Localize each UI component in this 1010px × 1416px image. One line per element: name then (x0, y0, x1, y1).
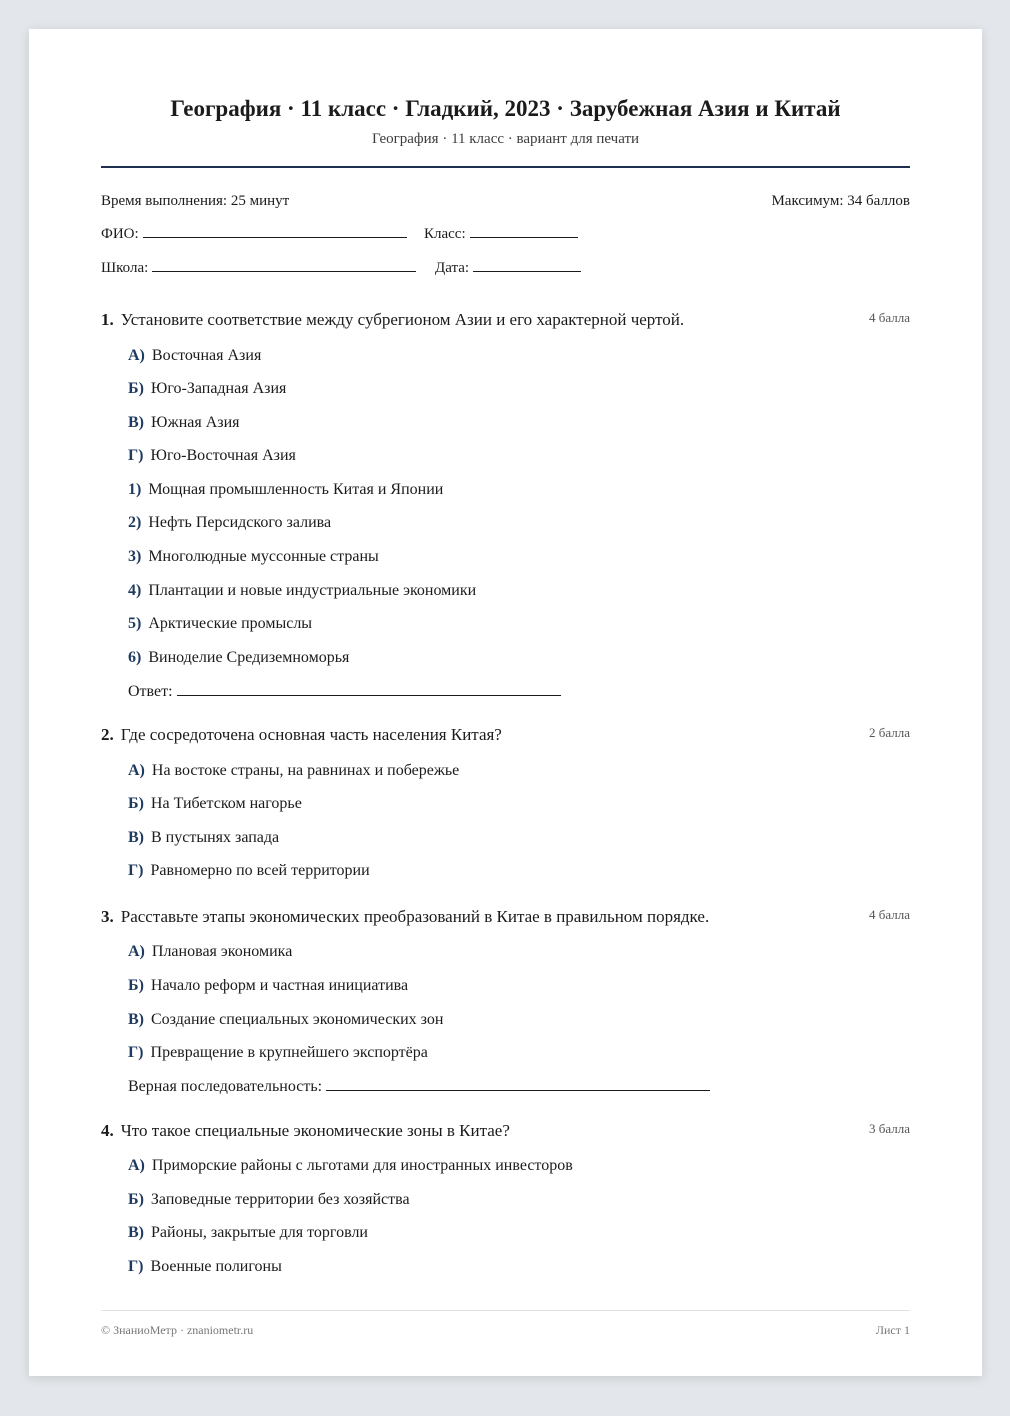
option-text: На востоке страны, на равнинах и побережье (151, 762, 460, 779)
option-letter: Г) (128, 862, 144, 879)
option-text: Плантации и новые индустриальные экономики (148, 582, 477, 599)
option-item (128, 648, 349, 668)
option-letter: 4) (128, 582, 142, 599)
question-3-points: 4 балла (869, 907, 910, 922)
school-label: Школа: (101, 260, 149, 276)
option-letter: В) (128, 1011, 144, 1028)
date-blank[interactable] (473, 270, 581, 272)
fio-field (101, 225, 407, 243)
option-text: На Тибетском нагорье (150, 795, 302, 812)
question-2-points: 2 балла (869, 725, 910, 740)
option-letter: А) (128, 1157, 145, 1174)
option-text: Нефть Персидского залива (148, 514, 332, 531)
option-text: Районы, закрытые для торговли (151, 1224, 368, 1241)
option-letter: Б) (128, 380, 144, 397)
option-text: Многолюдные муссонные страны (148, 548, 379, 565)
class-field (424, 225, 578, 243)
option-item (128, 1156, 573, 1176)
option-item (128, 346, 261, 366)
option-item (128, 1257, 282, 1277)
option-text: Приморские районы с льготами для иностранных инвесторов (151, 1157, 573, 1174)
option-item (128, 1190, 410, 1210)
question-text: Расставьте этапы экономических преобразований в Китае в правильном порядке. (120, 907, 710, 926)
question-text: Где сосредоточена основная часть населения Китая? (120, 725, 502, 744)
option-text: Плановая экономика (151, 943, 293, 960)
option-letter: Б) (128, 795, 144, 812)
option-letter: 1) (128, 481, 142, 498)
sequence-answer-field (128, 1077, 710, 1097)
option-letter: А) (128, 762, 145, 779)
option-letter: 6) (128, 649, 142, 666)
school-blank[interactable] (152, 270, 416, 272)
option-item (128, 379, 286, 399)
option-item (128, 761, 459, 781)
option-item (128, 942, 292, 962)
option-item (128, 828, 279, 848)
footer-copyright: © ЗнаниоМетр · znaniometr.ru (101, 1323, 254, 1337)
page-subtitle: География · 11 класс · вариант для печати (371, 131, 640, 147)
option-letter: А) (128, 943, 145, 960)
option-item (128, 1010, 443, 1030)
option-text: Юго-Восточная Азия (150, 447, 296, 464)
option-letter: Б) (128, 1191, 144, 1208)
answer-blank[interactable] (177, 694, 561, 696)
option-text: Создание специальных экономических зон (151, 1011, 444, 1028)
meta-row-fio (101, 225, 910, 243)
option-item (128, 413, 240, 433)
option-letter: 2) (128, 514, 142, 531)
option-item (128, 976, 408, 996)
time-label: Время выполнения: 25 минут (101, 193, 290, 209)
question-text: Что такое специальные экономические зоны в Китае? (120, 1121, 510, 1140)
option-letter: А) (128, 347, 145, 364)
option-text: Превращение в крупнейшего экспортёра (150, 1044, 428, 1061)
option-letter: Б) (128, 977, 144, 994)
option-letter: Г) (128, 1044, 144, 1061)
question-1-points: 4 балла (869, 310, 910, 325)
footer-divider (101, 1310, 910, 1311)
option-text: Мощная промышленность Китая и Японии (148, 481, 444, 498)
answer-blank[interactable] (326, 1089, 710, 1091)
option-text: Начало реформ и частная инициатива (150, 977, 409, 994)
option-item (128, 581, 476, 601)
fio-blank[interactable] (143, 236, 407, 238)
worksheet-page (29, 29, 982, 1376)
answer-label: Верная последовательность: (128, 1078, 323, 1095)
question-4-title (101, 1121, 841, 1141)
school-field (101, 259, 416, 277)
fio-label: ФИО: (101, 226, 139, 242)
option-item (128, 547, 379, 567)
option-text: Восточная Азия (151, 347, 262, 364)
option-letter: Г) (128, 1258, 144, 1275)
option-letter: Г) (128, 447, 144, 464)
max-score-label: Максимум: 34 баллов (771, 193, 910, 209)
meta-row-school (101, 259, 910, 277)
option-letter: В) (128, 414, 144, 431)
question-number: 1. (101, 310, 114, 329)
answer-label: Ответ: (128, 683, 173, 700)
option-letter: В) (128, 829, 144, 846)
option-text: Равномерно по всей территории (150, 862, 370, 879)
option-letter: В) (128, 1224, 144, 1241)
footer-page-number: Лист 1 (875, 1323, 910, 1337)
option-text: Заповедные территории без хозяйства (150, 1191, 410, 1208)
option-letter: 3) (128, 548, 142, 565)
class-blank[interactable] (470, 236, 578, 238)
question-number: 4. (101, 1121, 114, 1140)
option-item (128, 614, 312, 634)
option-item (128, 513, 331, 533)
option-text: Виноделие Средиземноморья (148, 649, 350, 666)
option-text: Арктические промыслы (148, 615, 313, 632)
date-label: Дата: (435, 260, 470, 276)
option-text: В пустынях запада (151, 829, 280, 846)
answer-field (128, 682, 561, 702)
option-letter: 5) (128, 615, 142, 632)
question-text: Установите соответствие между субрегионом Азии и его характерной чертой. (120, 310, 685, 329)
question-1-title (101, 310, 841, 330)
header-divider (101, 166, 910, 168)
option-item (128, 1223, 368, 1243)
option-text: Южная Азия (151, 414, 240, 431)
option-item (128, 861, 370, 881)
option-text: Юго-Западная Азия (150, 380, 287, 397)
question-number: 2. (101, 725, 114, 744)
option-text: Военные полигоны (150, 1258, 282, 1275)
class-label: Класс: (424, 226, 466, 242)
date-field (435, 259, 581, 277)
question-4-points: 3 балла (869, 1121, 910, 1136)
option-item (128, 794, 302, 814)
question-2-title (101, 725, 841, 745)
option-item (128, 446, 296, 466)
option-item (128, 480, 443, 500)
question-number: 3. (101, 907, 114, 926)
question-3-title (101, 907, 841, 927)
page-title: География · 11 класс · Гладкий, 2023 · Зарубежная Азия и Китай (170, 96, 841, 121)
option-item (128, 1043, 428, 1063)
meta-row-time (101, 192, 910, 210)
